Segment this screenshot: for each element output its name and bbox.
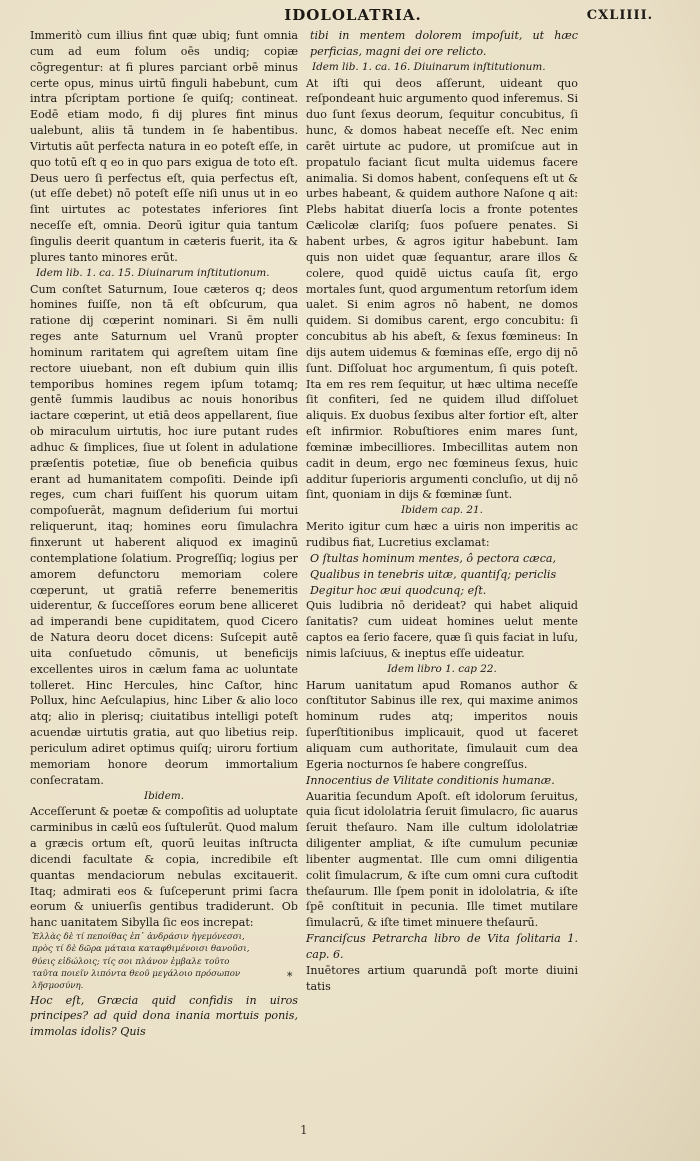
greek-verse-line: πρὸς τί δὲ δῶρα μάταια καταφθιμένοισι θανοῦσι, — [32, 944, 250, 955]
paragraph-italic: Hoc eſt, Græcia quid confidis in uiros principes? ad quid dona inania mortuis ponis, immolas idolis? Quis — [30, 993, 298, 1039]
paragraph: Cum conſtet Saturnum, Ioue cæteros q; deos homines fuiſſe, non tā eſt obſcurum, qua ratione dij cœperint nominari. Si ēm nulli reges ante Saturnum uel Vranū propter hominum raritatem qui agreſtem uitam ſine rectore uiuebant, non eſt dubium quin illis temporibus homines regem ipſum totamq; gentē ſummis laudibus ac nouis honoribus iactare cœperint, ut etiā deos appellarent, ſiue ob miraculum uirtutis, hoc iure putant rudes adhuc & ſimplices, ſiue ut ſolent in adulatione præſentis potetiæ, ſiue ob beneficia quibus erant ad humanitatem compoſiti. Deinde ipſi reges, cum chari fuiſſent his quorum uitam compoſuerāt, magnum deſiderium ſui mortui reliquerunt, itaq; homines eoru ſimulachra finxerunt ut haberent aliquod ex imaginū contemplatione ſolatium. Progreſſiq; logius per amorem defunctoru memoriam colere cœperunt, ut gratiā referre benemeritis uiderentur, & ſucceſſores eorum bene alliceret ad imperandi bene cupiditatem, quod Cicero de Natura deoru docet dicens: Suſcepit autē uita conſuetudo cōmunis, ut beneficijs excellentes uiros in cælum fama ac uoluntate tolleret. Hinc Hercules, hinc Caſtor, hinc Pollux, hinc Aeſculapius, hinc Liber & alio loco atq; alio in plerisq; ciuitatibus intelligi poteſt acuendæ uirtutis gratia, aut quo libetius reip. periculum adiret optimus quiſq; uiroru fortium memoriam honore deorum immortalium conſecratam. — [30, 282, 298, 787]
source-reference: Idem libro 1. cap 22. — [387, 662, 497, 675]
section-heading: Franciſcus Petrarcha libro de Vita ſolitaria 1. cap. 6. — [306, 932, 578, 961]
greek-verse-line: ταῦτα ποιεῖν λιπόντα θεοῦ μεγάλοιο πρόσωπον — [32, 968, 241, 979]
source-reference: Idem lib. 1. ca. 16. Diuinarum inſtitutionum. — [312, 60, 546, 73]
right-column — [306, 28, 578, 994]
source-reference: Ibidem. — [143, 789, 185, 802]
paragraph: Acceſſerunt & poetæ & compoſitis ad uoluptate carminibus in cælū eos ſuſtulerūt. Quod malum a græcis ortum eſt, quorū leuitas inſtructa dicendi facultate & copia, incredibile eſt quantas mendaciorum nebulas excitauerit. Itaq; admirati eos & ſuſceperunt primi ſacra eorum & uniuerſis gentibus tradiderunt. Ob hanc uanitatem Sibylla ſic eos increpat: — [30, 805, 298, 930]
signature-mark: 1 — [300, 1123, 308, 1137]
running-title: IDOLOLATRIA. — [284, 6, 422, 24]
greek-verse-line: λῆσμοσύνη. — [32, 981, 84, 992]
paragraph: At iſti qui deos aſſerunt, uideant quo reſpondeant huic argumento quod inferemus. Si duo ſunt ſexus deorum, ſequitur concubitus, ſi hunc, & domos habeat neceſſe eſt. Nec enim carēt uirtute ac pudore, ut promiſcue aut in propatulo faciant ſicut multa uidemus facere animalia. Si domos habent, conſequens eſt ut & urbes habeant, & quidem authore Naſone q ait: Plebs habitat diuerſa locis a fronte potentes Cælicolæ clariſq; ſuos poſuere penates. Si habent urbes, & agros igitur habebunt. Iam quis non uidet quæ ſequantur, arare illos & colere, quod quidē uictus cauſa ſit, ergo mortales ſunt, quod argumentum retorſum idem ualet. Si enim agros nō habent, ne domos quidem. Si domibus carent, ergo concubitu: ſi concubitus ab his abeſt, & ſexus fœmineus: In dijs autem uidemus & fœminas eſſe, ergo dij nō ſunt. Diſſoluat hoc argumentum, ſi quis poteſt. Ita em res rem ſequitur, ut hæc ultima neceſſe ſit confiteri, ſed ne quidem illud diſſoluet aliquis. Ex duobus ſexibus alter fortior eſt, alter eſt infirmior. Robuſtiores enim mares ſunt, fœminæ imbecilliores. Imbecillitas autem non cadit in deum, ergo nec fœmineus ſexus, huic additur ſuperioris argumenti concluſio, ut dij nō ſint, quoniam in dijs & fœminæ ſunt. — [306, 76, 578, 502]
folio-number: CXLIIII. — [586, 8, 654, 23]
verse-line: O ſtultas hominum mentes, ô pectora cæca, — [310, 551, 557, 565]
verse-line: Qualibus in tenebris uitæ, quantiſq; periclis — [310, 567, 557, 581]
paragraph: Immeritò cum illius fint quæ ubiq; funt omnia cum ad eum folum oēs undiq; copiæ cõgregentur: at fi plures parciant orbē minus certe opus, minus uirtū finguli habebunt, cum intra pſcriptam portione ſe quiſq; contineat. Eodē etiam modo, fi dij plures fint minus ualebunt, aliis tā tundem in ſe habentibus. Virtutis aūt perfecta natura in eo poteſt eſſe, in quo totū eſt q eo in quo pars exigua de toto eſt. Deus uero ſi perfectus eſt, quia perfectus eſt, (ut eſſe debet) nō poteſt eſſe niſi unus ut in eo ſint uirtutes ac potestates inferiores ſint neceſſe eſt, omnia. Deorū igitur quia tantum ſingulis deerit quantum in cæteris fuerit, ita & plures tanto minores erūt. — [30, 29, 298, 264]
paragraph: Quis ludibria nō derideat? qui habet aliquid ſanitatis? cum uideat homines uelut mente captos ea ſerio facere, quæ ſi quis faciat in luſu, nimis laſciuus, & ineptus eſſe uideatur. — [306, 599, 578, 660]
page-header — [0, 4, 700, 26]
paragraph: Inuētores artium quarundā poſt morte diuini tatis — [306, 963, 578, 993]
left-column — [30, 28, 298, 1040]
greek-verse-line: Ἑλλὰς δὲ τί πεποίθας ἐπ᾽ ἀνδράσιν ἡγεμόνεσσι, — [32, 932, 245, 943]
greek-verse-line: θύεις εἰδώλοις; τίς σοι πλάνον ἐμβαλε τοῦτο — [32, 956, 230, 967]
source-reference: Ibidem cap. 21. — [401, 504, 483, 517]
verse-line: Degitur hoc æui quodcunq; eſt. — [310, 583, 487, 597]
paragraph: Harum uanitatum apud Romanos author & conſtitutor Sabinus ille rex, qui maxime animos hominum rudes atq; imperitos nouis ſuperſtitionibus implicauit, quod ut faceret aliquam cum authoritate, ſimulauit cum dea Egeria nocturnos ſe habere congreſſus. — [306, 678, 578, 771]
verse-line: tibi in mentem dolorem impoſuit, ut hæc perficias, magni dei ore relicto. — [310, 29, 578, 58]
paragraph: Auaritia ſecundum Apoſt. eſt idolorum ſeruitus, quia ſicut idololatria ſeruit ſimulacro, ſic auarus ſeruit theſauro. Nam ille cultum idololatriæ diligenter ampliat, & iſte cumulum pecuniæ libenter augmentat. Ille cum omni diligentia colit ſimulacrum, & iſte cum omni cura cuſtodit theſaurum. Ille ſpem ponit in idololatria, & iſte ſpē conſtituit in pecunia. Ille timet mutilare ſimulacrū, & iſte timet minuere theſaurū. — [306, 789, 578, 930]
source-reference: Idem lib. 1. ca. 15. Diuinarum inſtitutionum. — [36, 266, 270, 279]
paragraph: Merito igitur cum hæc a uiris non imperitis ac rudibus fiat, Lucretius exclamat: — [306, 520, 578, 549]
section-heading: Innocentius de Vilitate conditionis humanæ. — [306, 773, 555, 787]
marginal-mark: * — [287, 970, 293, 983]
